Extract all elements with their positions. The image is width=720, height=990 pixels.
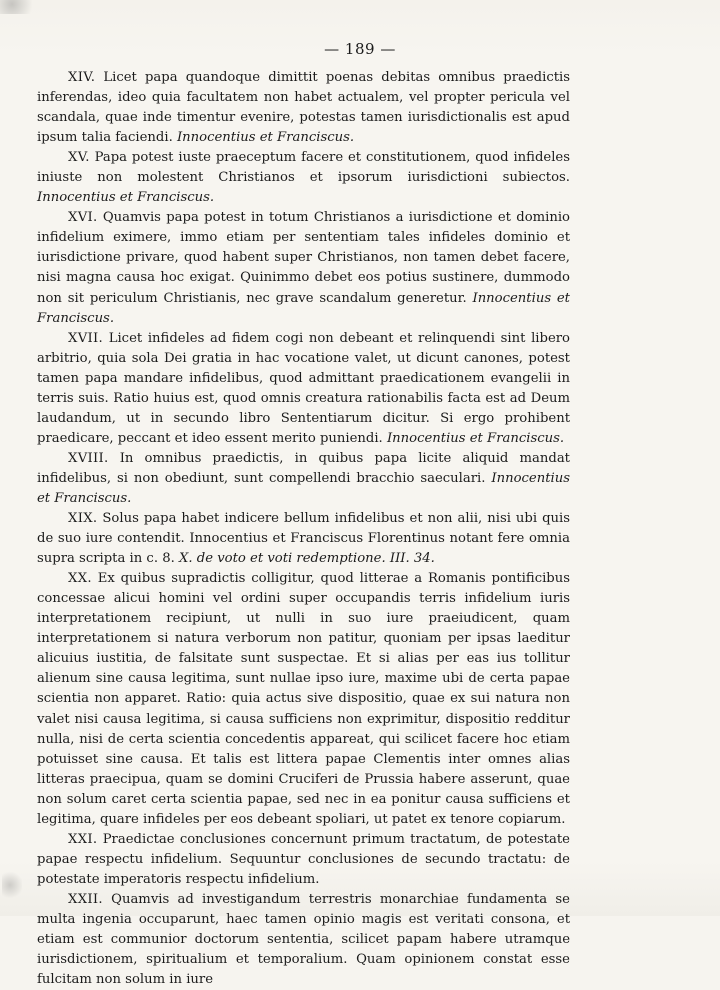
scan-speck: [0, 0, 40, 14]
paragraph-body: Quamvis ad investigandum terrestris monarchiae fundamenta se multa ingenia occuparunt, haec tamen opinio magis est veritati consona, et etiam est communior doctorum sententia, scilicet papam habere utramque iurisdictionem, spiritualium et temporalium. Quam opinionem constat esse fulcitam non solum in iure: [37, 891, 570, 988]
paragraph-number: XVI.: [68, 210, 98, 226]
scan-speck: [2, 870, 22, 900]
paragraph-body: Praedictae conclusiones concernunt primum tractatum, de potestate papae respectu infidelium. Sequuntur conclusiones de secundo tractatu: de potestate imperatoris respectu infidelium.: [37, 831, 570, 887]
paragraph-number: XXII.: [68, 891, 103, 907]
paragraph-number: XIV.: [68, 70, 96, 85]
paragraph-number: XVIII.: [68, 450, 109, 466]
paragraph: [37, 890, 570, 990]
paragraph-authors: Innocentius et Franciscus.: [37, 290, 570, 326]
paragraph-authors: Innocentius et Franciscus.: [37, 470, 570, 506]
page-number: — 189 —: [324, 40, 396, 58]
paragraph-body: Papa potest iuste praeceptum facere et constitutionem, quod infideles iniuste non molestent Christianos et ipsorum iurisdictioni subiectos.: [37, 150, 570, 186]
paragraph-number: XIX.: [68, 511, 98, 527]
paragraph-authors: Innocentius et Franciscus.: [176, 130, 355, 146]
paragraph: [37, 148, 570, 208]
paragraph-body: Licet infideles ad fidem cogi non debeant et relinquendi sint libero arbitrio, quia sola Dei gratia in hac vocatione valet, ut dicunt canones, potest tamen papa mandare infidelibus, quod admittant praedicationem evangelii in terris suis. Ratio huius est, quod omnis creatura rationabilis facta est ad Deum laudandum, ut in secundo libro Sententiarum dicitur. Si ergo prohibent praedicare, peccant et ideo essent merito puniendi.: [37, 330, 570, 446]
paragraph-number: XX.: [68, 571, 92, 587]
paragraph: [37, 208, 570, 328]
paragraph-number: XV.: [68, 150, 90, 166]
paragraph-number: XVII.: [68, 330, 104, 346]
paragraph-body: Licet papa quandoque dimittit poenas debitas omnibus praedictis inferendas, ideo quia facultatem non habet actualem, vel propter pericula vel scandala, quae inde timentur evenire, potestas tamen iurisdictionalis est apud ipsum talia faciendi.: [37, 70, 570, 146]
paragraph: [37, 569, 570, 830]
paragraph-body: In omnibus praedictis, in quibus papa licite aliquid mandat infidelibus, si non obediunt, sunt compellendi bracchio saeculari.: [37, 450, 570, 486]
paragraph: [37, 509, 570, 569]
paragraph-authors: Innocentius et Franciscus.: [386, 430, 565, 446]
paragraph-body: Quamvis papa potest in totum Christianos a iurisdictione et dominio infidelium eximere, immo etiam per sententiam tales infideles dominio et iurisdictione privare, quod habent super Christianos, non tamen debet facere, nisi magna causa hoc exigat. Quinimmo debet eos potius sustinere, dummodo non sit periculum Christianis, nec grave scandalum generetur.: [37, 210, 571, 306]
paragraph: [37, 449, 570, 509]
main-text: [37, 68, 570, 990]
paragraph-citation: X. de voto et voti redemptione. III. 34.: [179, 551, 435, 567]
paragraph: [37, 329, 570, 449]
paragraph-authors: Innocentius et Franciscus.: [37, 190, 215, 206]
paragraph-body: Solus papa habet indicere bellum infidelibus et non alii, nisi ubi quis de suo iure contendit. Innocentius et Franciscus Florentinus notant fere omnia supra scripta in c. 8.: [37, 511, 570, 567]
paragraph-body: Ex quibus supradictis colligitur, quod litterae a Romanis pontificibus concessae alicui homini vel ordini super occupandis terris infidelium iuris interpretationem recipiunt, ut nulli in suo iure praeiudicent, quam interpretationem si natura verborum non patitur, quoniam per ipsas laeditur alicuius iustitia, de falsitate sunt suspectae. Et si alias per eas ius tollitur alienum sine causa legitima, sunt nullae ipso iure, maxime ubi de certa papae scientia non apparet. Ratio: quia actus sive dispositio, quae ex sui natura non valet nisi causa legitima, si causa sufficiens non exprimitur, dispositio redditur nulla, nisi de certa scientia concedentis appareat, qui scilicet facere hoc etiam potuisset sine causa. Et talis est littera papae Clementis inter omnes alias litteras praecipua, quam se domini Cruciferi de Prussia habere asserunt, quae non solum caret certa scientia papae, sed nec in ea ponitur causa sufficiens et legitima, quare infideles per eos debeant spoliari, ut patet ex tenore copiarum.: [37, 571, 571, 827]
paragraph-number: XXI.: [68, 831, 98, 847]
paragraph: [37, 68, 570, 148]
paragraph: [37, 830, 570, 890]
